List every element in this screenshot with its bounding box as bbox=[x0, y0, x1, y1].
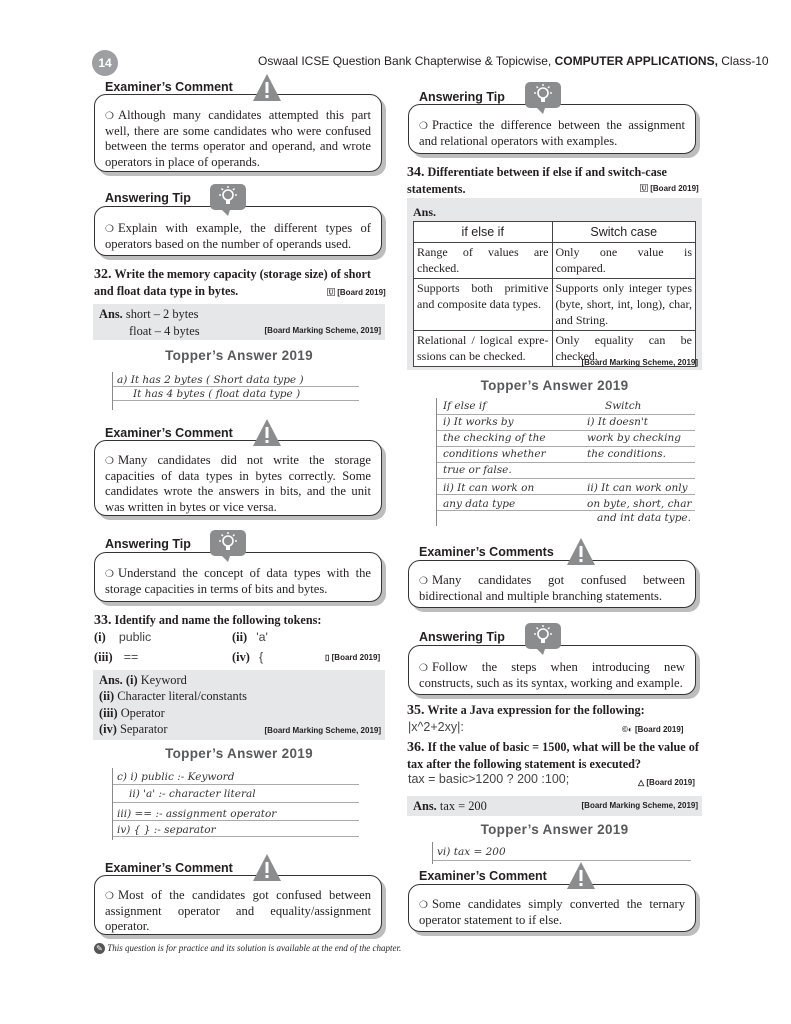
warning-icon bbox=[566, 861, 596, 891]
handwritten-line: iv) { } :- separator bbox=[117, 824, 216, 836]
board-icon: ▯ bbox=[325, 653, 330, 662]
question-number: 36. bbox=[407, 740, 425, 755]
question-text: Differentiate between if else if and switch-case statements. bbox=[407, 165, 667, 197]
handwritten-line: Switch bbox=[605, 400, 642, 412]
answer-item: Separator bbox=[120, 722, 168, 737]
examiner-comment-box bbox=[94, 440, 382, 516]
topper-answer-title: Topper’s Answer 2019 bbox=[480, 822, 629, 837]
handwritten-line: vi) tax = 200 bbox=[437, 846, 506, 858]
warning-icon bbox=[252, 73, 282, 103]
practice-icon: ✎ bbox=[94, 943, 105, 954]
option-label: (iv) bbox=[232, 650, 250, 664]
answer-line: float – 4 bytes bbox=[129, 323, 200, 338]
answer-line: tax = 200 bbox=[439, 799, 487, 813]
answer-item-label: (i) bbox=[125, 673, 138, 687]
question-text: Identify and name the following tokens: bbox=[114, 613, 322, 627]
answer-label: Ans. bbox=[99, 307, 123, 321]
warning-icon bbox=[252, 853, 282, 883]
table-header: if else if bbox=[414, 222, 553, 243]
board-label: [Board 2019] bbox=[646, 778, 695, 787]
board-label: [Board 2019] bbox=[337, 288, 386, 297]
bullet-icon: ❍ bbox=[105, 569, 114, 580]
board-tag bbox=[640, 183, 699, 194]
handwritten-line: and int data type. bbox=[597, 512, 691, 524]
table-cell: Supports only integer types (byte, short, int, long), char, and String. bbox=[552, 279, 696, 331]
handwritten-line: ii) It can work only bbox=[587, 482, 688, 494]
board-icon: △ bbox=[638, 778, 645, 787]
bullet-icon: ❍ bbox=[105, 456, 114, 467]
handwritten-line: any data type bbox=[443, 498, 516, 510]
option-label: (ii) bbox=[232, 630, 248, 644]
answer-box bbox=[93, 670, 385, 740]
header-subject: COMPUTER APPLICATIONS, bbox=[554, 54, 718, 68]
answer-item-label: (iii) bbox=[99, 705, 118, 720]
bullet-icon: ❍ bbox=[105, 891, 114, 902]
bullet-icon: ❍ bbox=[419, 121, 428, 132]
bullet-icon: ❍ bbox=[419, 576, 428, 587]
marking-scheme-tag: [Board Marking Scheme, 2019] bbox=[264, 326, 381, 335]
expression: |x^2+2xy|: bbox=[408, 720, 464, 734]
handwritten-answer bbox=[112, 372, 359, 410]
option-value: == bbox=[123, 650, 139, 664]
lightbulb-icon bbox=[210, 530, 246, 562]
tip-text: Understand the concept of data types with the storage capacities in terms of bits and bytes. bbox=[105, 566, 371, 596]
topper-answer-title: Topper’s Answer 2019 bbox=[165, 348, 313, 363]
comment-text: Most of the candidates got confused between assignment operator and equality/assignment operator. bbox=[105, 888, 371, 934]
examiner-comment-title: Examiner’s Comment bbox=[101, 426, 237, 440]
handwritten-line: on byte, short, char bbox=[587, 498, 692, 510]
topper-answer-title: Topper’s Answer 2019 bbox=[165, 746, 313, 761]
question-text: If the value of basic = 1500, what will be the value of tax after the following statement is executed? bbox=[407, 740, 699, 772]
comment-text: Many candidates did not write the storage capacities of data types in bytes correctly. Some candidates wrote the answers in bits, and the unit was written in bytes or vice versa. bbox=[105, 453, 371, 515]
table-cell: Only equality can be checked. bbox=[552, 331, 696, 367]
examiner-comment-title: Examiner’s Comment bbox=[415, 869, 551, 883]
warning-icon bbox=[566, 537, 596, 567]
answer-item-label: (ii) bbox=[99, 689, 115, 704]
marking-scheme-tag: [Board Marking Scheme, 2019] bbox=[581, 801, 698, 810]
board-label: [Board 2019] bbox=[331, 653, 381, 662]
question-text: Write the memory capacity (storage size) of short and float data type in bytes. bbox=[94, 267, 371, 299]
tip-text: Explain with example, the different types of operators based on the number of operands used. bbox=[105, 221, 371, 251]
board-tag bbox=[638, 778, 695, 787]
option-value: public bbox=[118, 630, 152, 644]
running-header bbox=[258, 54, 769, 68]
answering-tip-title: Answering Tip bbox=[101, 537, 195, 551]
tip-text: Practice the difference between the assignment and relational operators with examples. bbox=[419, 118, 685, 148]
table-cell: Range of values are checked. bbox=[414, 243, 553, 279]
comment-text: Although many candidates attempted this part well, there are some candidates who were confused between the terms operator and operand, and wrote operators in place of operands. bbox=[105, 108, 371, 170]
header-suffix: Class-10 bbox=[717, 54, 769, 68]
footnote-text: This question is for practice and its solution is available at the end of the chapter. bbox=[107, 943, 402, 953]
warning-icon bbox=[252, 418, 282, 448]
answer-item-label: (iv) bbox=[99, 722, 117, 737]
expression: tax = basic>1200 ? 200 :100; bbox=[408, 772, 570, 786]
answer-box bbox=[93, 304, 385, 340]
handwritten-line: true or false. bbox=[443, 464, 512, 476]
bullet-icon: ❍ bbox=[419, 663, 428, 674]
page-number: 14 bbox=[92, 50, 118, 76]
question-number: 34. bbox=[407, 165, 425, 180]
question-number: 32. bbox=[94, 267, 112, 282]
topper-answer-title: Topper’s Answer 2019 bbox=[480, 378, 629, 393]
question-number: 35. bbox=[407, 703, 425, 718]
answering-tip-title: Answering Tip bbox=[415, 90, 509, 104]
marking-scheme-tag: [Board Marking Scheme, 2019] bbox=[581, 358, 698, 367]
bullet-icon: ❍ bbox=[419, 900, 428, 911]
marking-scheme-tag: [Board Marking Scheme, 2019] bbox=[264, 726, 381, 735]
board-icon: 🅄 bbox=[640, 184, 648, 193]
board-tag bbox=[325, 653, 380, 662]
header-prefix: Oswaal ICSE Question Bank Chapterwise & Topicwise, bbox=[258, 54, 555, 68]
handwritten-line: i) It works by bbox=[443, 416, 514, 428]
answer-item: Character literal/constants bbox=[117, 689, 247, 704]
answer-item: Keyword bbox=[140, 673, 187, 687]
table-row bbox=[414, 243, 696, 279]
tip-text: Follow the steps when introducing new constructs, such as its syntax, working and example. bbox=[419, 660, 685, 690]
table-row bbox=[414, 279, 696, 331]
answer-box bbox=[407, 796, 702, 816]
handwritten-line: c) i) public :- Keyword bbox=[117, 771, 235, 783]
handwritten-line: the conditions. bbox=[587, 448, 666, 460]
handwritten-line: It has 4 bytes ( float data type ) bbox=[133, 388, 301, 400]
lightbulb-icon bbox=[525, 623, 561, 655]
handwritten-line: ii) It can work on bbox=[443, 482, 535, 494]
option-label: (i) bbox=[94, 630, 106, 644]
answering-tip-title: Answering Tip bbox=[415, 630, 509, 644]
footnote bbox=[94, 943, 401, 954]
answer-line: short – 2 bytes bbox=[125, 307, 199, 321]
question-33 bbox=[94, 612, 384, 630]
question-text: Write a Java expression for the following: bbox=[427, 703, 645, 717]
examiner-comment-box bbox=[94, 875, 382, 935]
handwritten-answer bbox=[432, 842, 691, 864]
handwritten-line: ii) 'a' :- character literal bbox=[129, 788, 256, 800]
board-icon: ©◐ bbox=[622, 725, 633, 734]
handwritten-line: the checking of the bbox=[443, 432, 546, 444]
lightbulb-icon bbox=[210, 184, 246, 216]
table-cell: Supports both primitive and composite data types. bbox=[414, 279, 553, 331]
table-header: Switch case bbox=[552, 222, 696, 243]
handwritten-answer bbox=[436, 398, 695, 526]
handwritten-answer bbox=[112, 768, 359, 840]
answer-label: Ans. bbox=[413, 205, 437, 219]
table-header-row bbox=[414, 222, 696, 243]
board-label: [Board 2019] bbox=[634, 725, 684, 734]
option-value: { bbox=[259, 650, 264, 664]
answer-box bbox=[407, 198, 702, 370]
handwritten-line: conditions whether bbox=[443, 448, 546, 460]
handwritten-line: i) It doesn't bbox=[587, 416, 649, 428]
table-cell: Only one value is compared. bbox=[552, 243, 696, 279]
question-35 bbox=[407, 702, 699, 720]
examiner-comment-box bbox=[408, 560, 696, 608]
option-value: 'a' bbox=[256, 630, 268, 644]
answer-item: Operator bbox=[120, 705, 165, 720]
option-label: (iii) bbox=[94, 650, 113, 664]
examiner-comment-title: Examiner’s Comment bbox=[101, 80, 237, 94]
answer-label: Ans. bbox=[99, 673, 123, 687]
board-tag bbox=[622, 725, 683, 734]
board-icon: 🅄 bbox=[327, 288, 335, 297]
comment-text: Some candidates simply converted the ternary operator statement to if else. bbox=[419, 897, 685, 927]
handwritten-line: a) It has 2 bytes ( Short data type ) bbox=[117, 374, 304, 386]
board-tag bbox=[327, 287, 386, 298]
bullet-icon: ❍ bbox=[105, 111, 114, 122]
answering-tip-title: Answering Tip bbox=[101, 191, 195, 205]
bullet-icon: ❍ bbox=[105, 224, 114, 235]
comparison-table bbox=[413, 221, 696, 367]
question-36 bbox=[407, 739, 699, 773]
handwritten-line: If else if bbox=[443, 400, 487, 412]
examiner-comment-title: Examiner’s Comments bbox=[415, 545, 558, 559]
comment-text: Many candidates got confused between bidirectional and multiple branching statements. bbox=[419, 573, 685, 603]
examiner-comment-box bbox=[408, 884, 696, 932]
question-number: 33. bbox=[94, 613, 112, 628]
table-cell: Relational / logical expre-ssions can be checked. bbox=[414, 331, 553, 367]
examiner-comment-title: Examiner’s Comment bbox=[101, 861, 237, 875]
handwritten-line: iii) == :- assignment operator bbox=[117, 808, 277, 820]
board-label: [Board 2019] bbox=[650, 184, 699, 193]
lightbulb-icon bbox=[525, 82, 561, 114]
answer-label: Ans. bbox=[413, 799, 437, 813]
examiner-comment-box bbox=[94, 94, 382, 172]
handwritten-line: work by checking bbox=[587, 432, 681, 444]
